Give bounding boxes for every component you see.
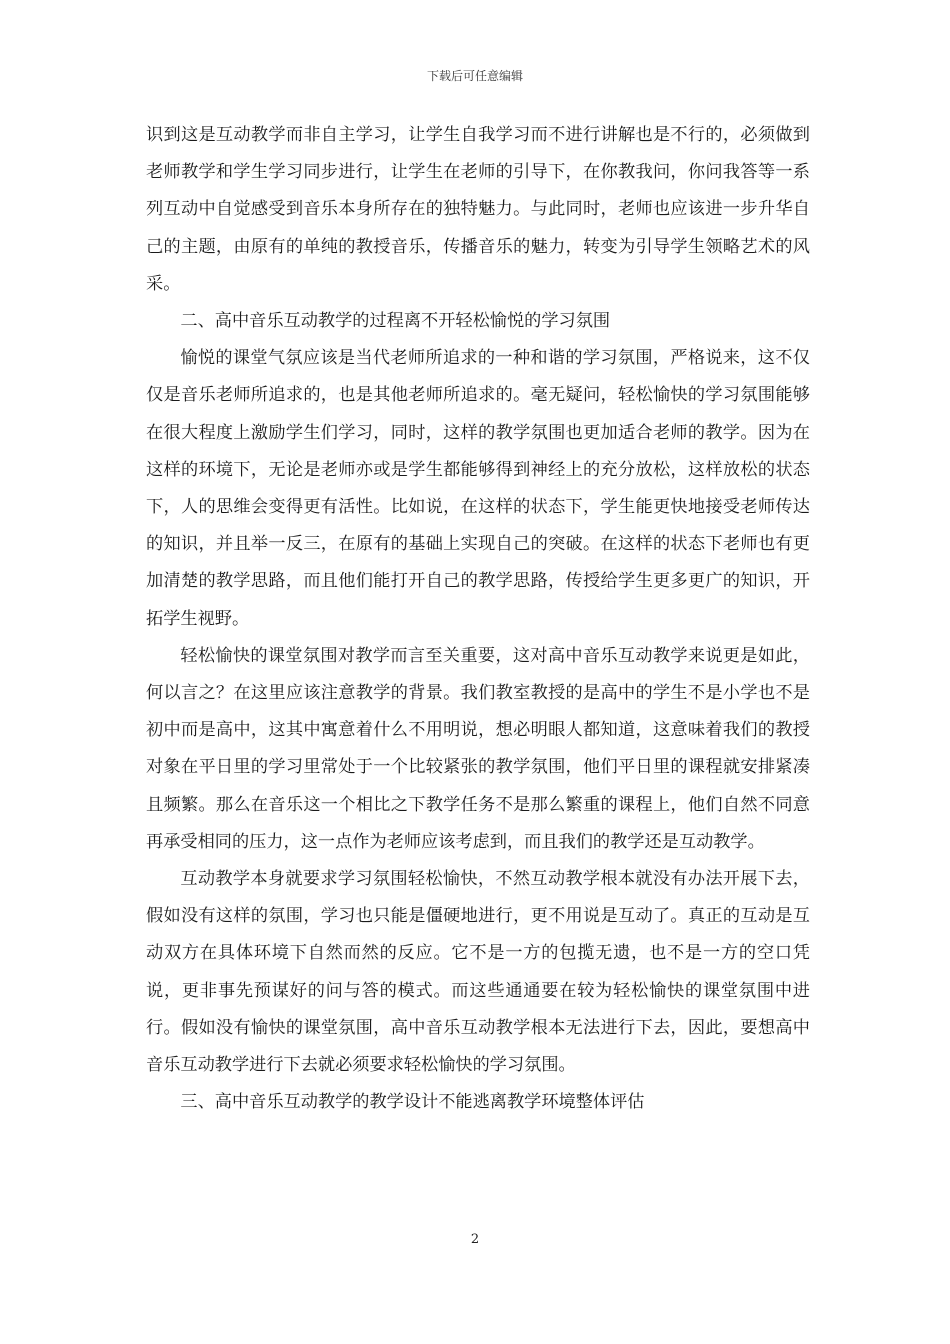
page-header: 下载后可任意编辑 xyxy=(426,69,523,83)
paragraph: 互动教学本身就要求学习氛围轻松愉快，不然互动教学根本就没有办法开展下去，假如没有这样的氛围，学习也只能是僵硬地进行，更不用说是互动了。真正的互动是互动双方在具体环境下自然而然的反应。它不是一方的包揽无遗，也不是一方的空口凭说，更非事先预谋好的问与答的模式。而这些通通要在较为轻松愉快的课堂氛围中进行。假如没有愉快的课堂氛围，高中音乐互动教学根本无法进行下去，因此，要想高中音乐互动教学进行下去就必须要求轻松愉快的学习氛围。 xyxy=(146,869,810,1076)
page-number: 2 xyxy=(470,1232,480,1247)
document-body xyxy=(146,117,810,1121)
section-heading-3: 三、高中音乐互动教学的教学设计不能逃离教学环境整体评估 xyxy=(180,1092,645,1113)
paragraph-continuation: 识到这是互动教学而非自主学习，让学生自我学习而不进行讲解也是不行的，必须做到老师教学和学生学习同步进行，让学生在老师的引导下，在你教我问，你问我答等一系列互动中自觉感受到音乐本身所存在的独特魅力。与此同时，老师也应该进一步升华自己的主题，由原有的单纯的教授音乐，传播音乐的魅力，转变为引导学生领略艺术的风采。 xyxy=(146,125,810,294)
paragraph: 轻松愉快的课堂氛围对教学而言至关重要，这对高中音乐互动教学来说更是如此，何以言之？在这里应该注意教学的背景。我们教室教授的是高中的学生不是小学也不是初中而是高中，这其中寓意着什么不用明说，想必明眼人都知道，这意味着我们的教授对象在平日里的学习里常处于一个比较紧张的教学氛围，他们平日里的课程就安排紧凑且频繁。那么在音乐这一个相比之下教学任务不是那么繁重的课程上，他们自然不同意再承受相同的压力，这一点作为老师应该考虑到，而且我们的教学还是互动教学。 xyxy=(146,645,810,852)
paragraph: 愉悦的课堂气氛应该是当代老师所追求的一种和谐的学习氛围，严格说来，这不仅仅是音乐老师所追求的，也是其他老师所追求的。毫无疑问，轻松愉快的学习氛围能够在很大程度上激励学生们学习，同时，这样的教学氛围也更加适合老师的教学。因为在这样的环境下，无论是老师亦或是学生都能够得到神经上的充分放松，这样放松的状态下，人的思维会变得更有活性。比如说，在这样的状态下，学生能更快地接受老师传达的知识，并且举一反三，在原有的基础上实现自己的突破。在这样的状态下老师也有更加清楚的教学思路，而且他们能打开自己的教学思路，传授给学生更多更广的知识，开拓学生视野。 xyxy=(146,348,810,629)
section-heading-2: 二、高中音乐互动教学的过程离不开轻松愉悦的学习氛围 xyxy=(180,311,611,332)
